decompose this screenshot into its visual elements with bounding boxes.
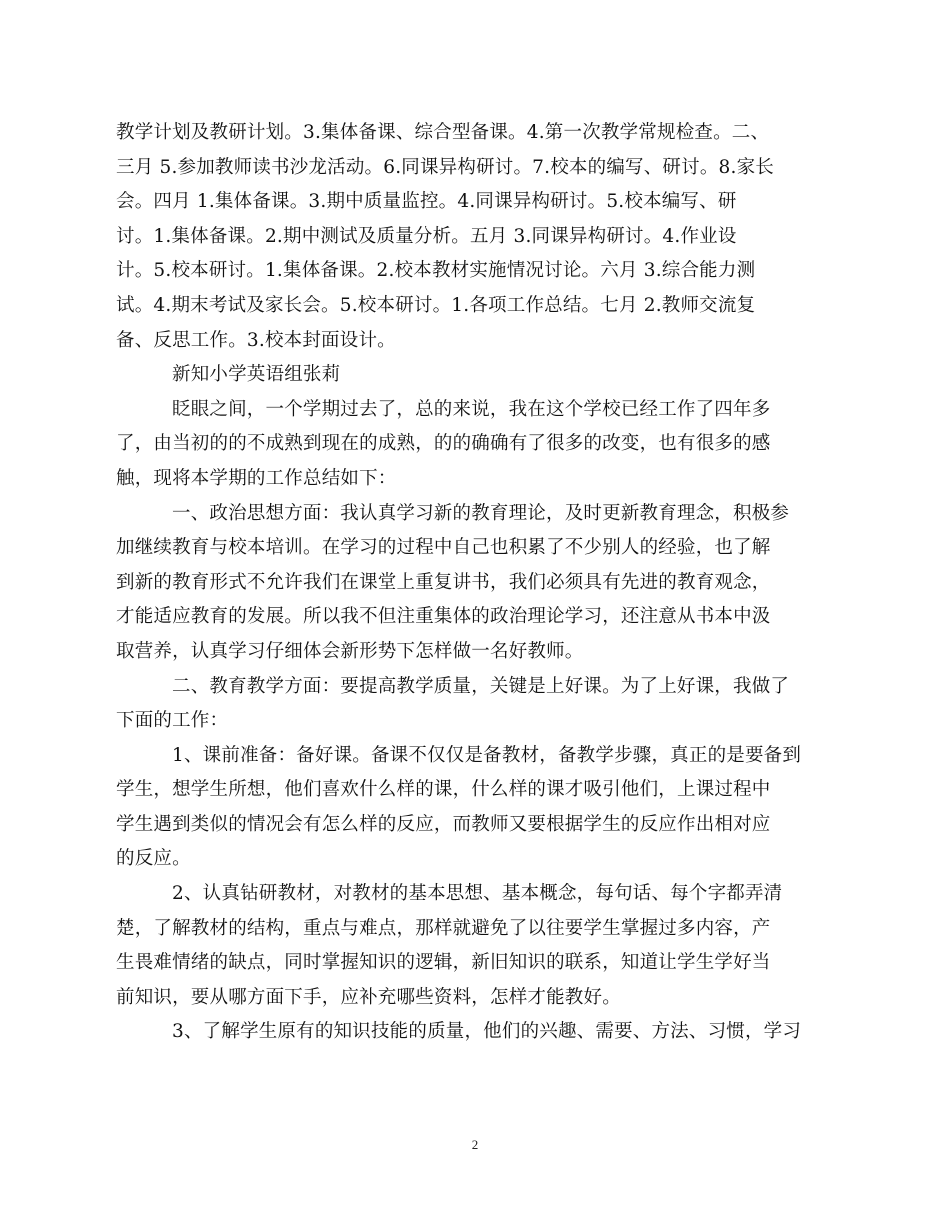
text-line: 学生遇到类似的情况会有怎么样的反应，而教师又要根据学生的反应作出相对应 <box>116 813 771 835</box>
text-line: 计。5.校本研讨。1.集体备课。2.校本教材实施情况讨论。六月 3.综合能力测 <box>116 260 756 282</box>
text-line: 到新的教育形式不允许我们在课堂上重复讲书，我们必须具有先进的教育观念， <box>116 571 771 593</box>
text-line: 才能适应教育的发展。所以我不但注重集体的政治理论学习，还注意从书本中汲 <box>116 606 771 628</box>
text-line: 备、反思工作。3.校本封面设计。 <box>116 329 396 351</box>
text-line: 三月 5.参加教师读书沙龙活动。6.同课异构研讨。7.校本的编写、研讨。8.家长 <box>116 156 774 178</box>
text-line: 1、课前准备：备好课。备课不仅仅是备教材，备教学步骤，真正的是要备到 <box>172 744 802 766</box>
text-line: 教学计划及教研计划。3.集体备课、综合型备课。4.第一次教学常规检查。二、 <box>116 122 770 143</box>
text-line: 学生，想学生所想，他们喜欢什么样的课，什么样的课才吸引他们，上课过程中 <box>116 779 771 801</box>
text-line: 会。四月 1.集体备课。3.期中质量监控。4.同课异构研讨。5.校本编写、研 <box>116 191 737 213</box>
text-line: 二、教育教学方面：要提高教学质量，关键是上好课。为了上好课，我做了 <box>172 675 790 697</box>
text-line: 了，由当初的的不成熟到现在的成熟，的的确确有了很多的改变，也有很多的感 <box>116 433 771 455</box>
text-line: 讨。1.集体备课。2.期中测试及质量分析。五月 3.同课异构研讨。4.作业设 <box>116 225 737 247</box>
body-text <box>116 116 806 1050</box>
text-line: 前知识，要从哪方面下手，应补充哪些资料，怎样才能教好。 <box>116 986 621 1008</box>
text-line: 触，现将本学期的工作总结如下： <box>116 467 397 489</box>
author-line: 新知小学英语组张莉 <box>172 364 341 386</box>
text-line: 2、认真钻研教材，对教材的基本思想、基本概念，每句话、每个字都弄清 <box>172 883 783 905</box>
text-line: 下面的工作： <box>116 710 229 732</box>
text-line: 加继续教育与校本培训。在学习的过程中自己也积累了不少别人的经验，也了解 <box>116 537 771 559</box>
text-line: 试。4.期末考试及家长会。5.校本研讨。1.各项工作总结。七月 2.教师交流复 <box>116 294 756 316</box>
page-number: 2 <box>471 1137 479 1152</box>
text-line: 的反应。 <box>116 848 191 870</box>
text-line: 生畏难情绪的缺点，同时掌握知识的逻辑，新旧知识的联系，知道让学生学好当 <box>116 952 771 974</box>
text-line: 眨眼之间，一个学期过去了，总的来说，我在这个学校已经工作了四年多 <box>172 398 771 420</box>
text-line: 取营养，认真学习仔细体会新形势下怎样做一名好教师。 <box>116 640 584 662</box>
text-line: 一、政治思想方面：我认真学习新的教育理论，及时更新教育理念，积极参 <box>172 502 790 524</box>
text-line: 楚，了解教材的结构，重点与难点，那样就避免了以往要学生掌握过多内容，产 <box>116 917 771 939</box>
text-line: 3、了解学生原有的知识技能的质量，他们的兴趣、需要、方法、习惯，学习 <box>172 1021 802 1043</box>
